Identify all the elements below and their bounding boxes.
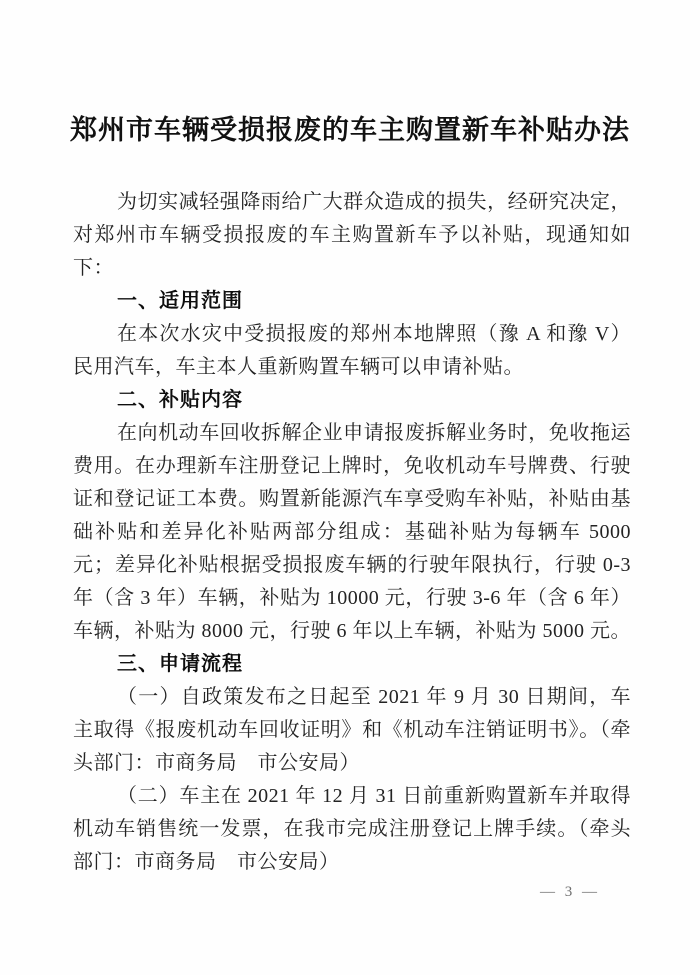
section-subsidy-paragraph: 在向机动车回收拆解企业申请报废拆解业务时，免收拖运费用。在办理新车注册登记上牌时，免收机动车号牌费、行驶证和登记证工本费。购置新能源汽车享受购车补贴，补贴由基础补贴和差异化补贴两部分组成：基础补贴为每辆车 5000 元；差异化补贴根据受损报废车辆的行驶年限执行，行驶 0-3 年（含 3 年）车辆，补贴为 10000 元，行驶 3-6 年（含 6 年）车辆，补贴为 8000 元，行驶 6 年以上车辆，补贴为 5000 元。 (73, 422, 631, 642)
section-scope-paragraph: 在本次水灾中受损报废的郑州本地牌照（豫 A 和豫 V）民用汽车，车主本人重新购置车辆可以申请补贴。 (73, 323, 631, 378)
page-number: — 3 — (540, 884, 600, 900)
document-title: 郑州市车辆受损报废的车主购置新车补贴办法 (70, 115, 630, 145)
section-heading-subsidy-content: 二、补贴内容 (117, 389, 243, 411)
section-heading-scope: 一、适用范围 (117, 290, 243, 312)
section-heading-application-process: 三、申请流程 (117, 653, 243, 675)
document-body (73, 186, 631, 879)
process-step-2-paragraph: （二）车主在 2021 年 12 月 31 日前重新购置新车并取得机动车销售统一发票，在我市完成注册登记上牌手续。（牵头部门：市商务局 市公安局） (73, 785, 631, 873)
process-step-1-paragraph: （一）自政策发布之日起至 2021 年 9 月 30 日期间，车主取得《报废机动车回收证明》和《机动车注销证明书》。（牵头部门：市商务局 市公安局） (73, 686, 631, 774)
intro-paragraph: 为切实减轻强降雨给广大群众造成的损失，经研究决定，对郑州市车辆受损报废的车主购置新车予以补贴，现通知如下： (73, 191, 631, 279)
